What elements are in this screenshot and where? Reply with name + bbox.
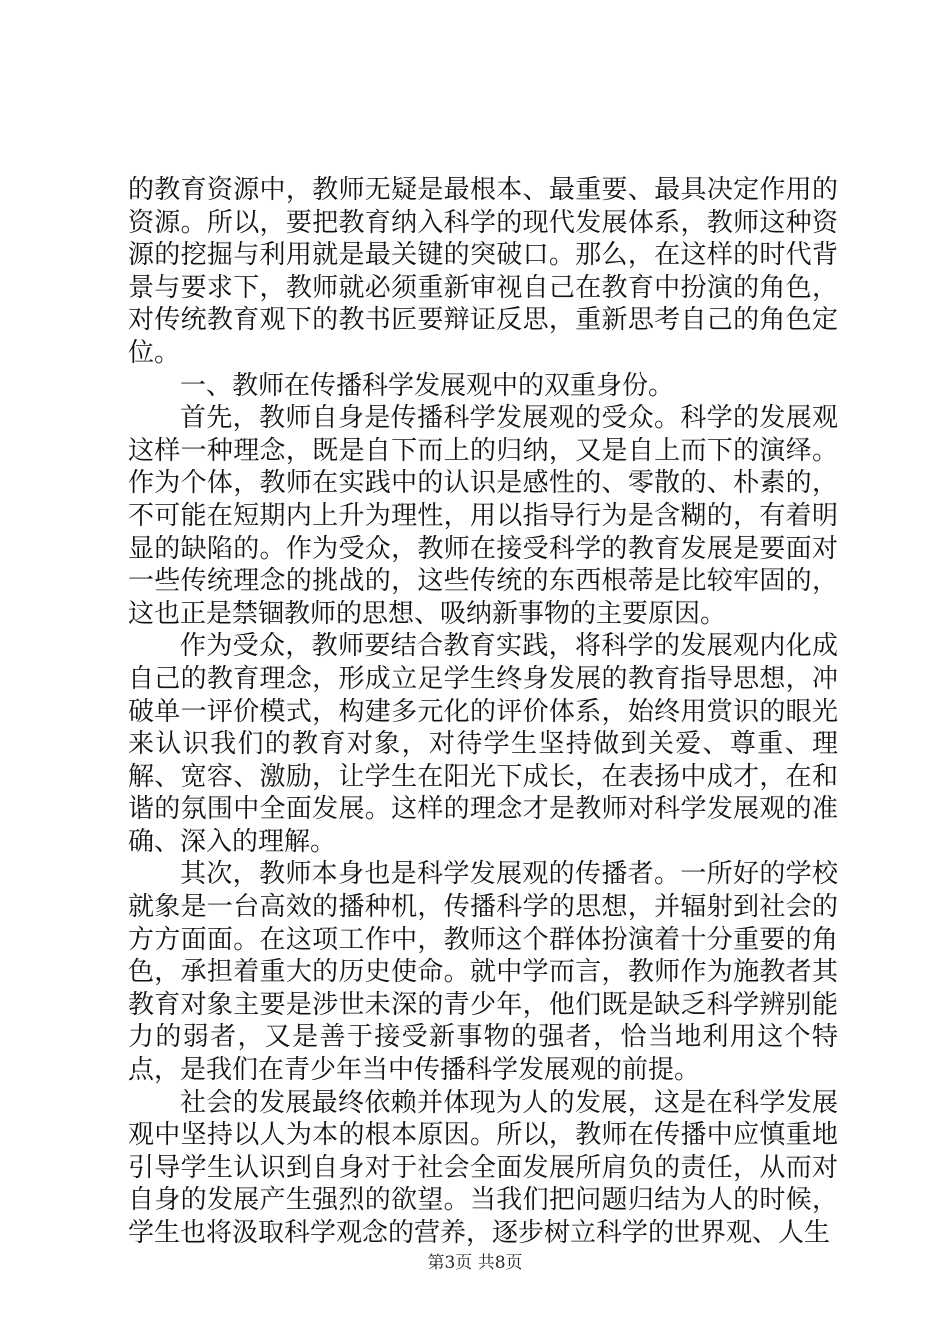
body-text bbox=[128, 174, 838, 1250]
paragraph: 其次，教师本身也是科学发展观的传播者。一所好的学校就象是一台高效的播种机，传播科学的思想，并辐射到社会的方方面面。在这项工作中，教师这个群体扮演着十分重要的角色，承担着重大的历史使命。就中学而言，教师作为施教者其教育对象主要是涉世未深的青少年，他们既是缺乏科学辨别能力的弱者，又是善于接受新事物的强者，恰当地利用这个特点，是我们在青少年当中传播科学发展观的前提。 bbox=[128, 859, 838, 1086]
paragraph: 社会的发展最终依赖并体现为人的发展，这是在科学发展观中坚持以人为本的根本原因。所以，教师在传播中应慎重地引导学生认识到自身对于社会全面发展所肩负的责任，从而对自身的发展产生强烈的欲望。当我们把问题归结为人的时候，学生也将汲取科学观念的营养，逐步树立科学的世界观、人生 bbox=[128, 1087, 838, 1248]
paragraph: 作为受众，教师要结合教育实践，将科学的发展观内化成自己的教育理念，形成立足学生终身发展的教育指导思想，冲破单一评价模式，构建多元化的评价体系，始终用赏识的眼光来认识我们的教育对象，对待学生坚持做到关爱、尊重、理解、宽容、激励，让学生在阳光下成长，在表扬中成才，在和谐的氛围中全面发展。这样的理念才是教师对科学发展观的准确、深入的理解。 bbox=[128, 631, 838, 857]
paragraph-continuation: 的教育资源中，教师无疑是最根本、最重要、最具决定作用的资源。所以，要把教育纳入科学的现代发展体系，教师这种资源的挖掘与利用就是最关键的突破口。那么，在这样的时代背景与要求下，教师就必须重新审视自己在教育中扮演的角色，对传统教育观下的教书匠要辩证反思，重新思考自己的角色定位。 bbox=[128, 175, 838, 368]
page-number: 第3页 共8页 bbox=[427, 1253, 523, 1273]
section-heading: 一、教师在传播科学发展观中的双重身份。 bbox=[180, 370, 675, 401]
paragraph: 首先，教师自身是传播科学发展观的受众。科学的发展观这样一种理念，既是自下而上的归纳，又是自上而下的演绎。作为个体，教师在实践中的认识是感性的、零散的、朴素的，不可能在短期内上升为理性，用以指导行为是含糊的，有着明显的缺陷的。作为受众，教师在接受科学的教育发展是要面对一些传统理念的挑战的，这些传统的东西根蒂是比较牢固的，这也正是禁锢教师的思想、吸纳新事物的主要原因。 bbox=[128, 403, 838, 629]
